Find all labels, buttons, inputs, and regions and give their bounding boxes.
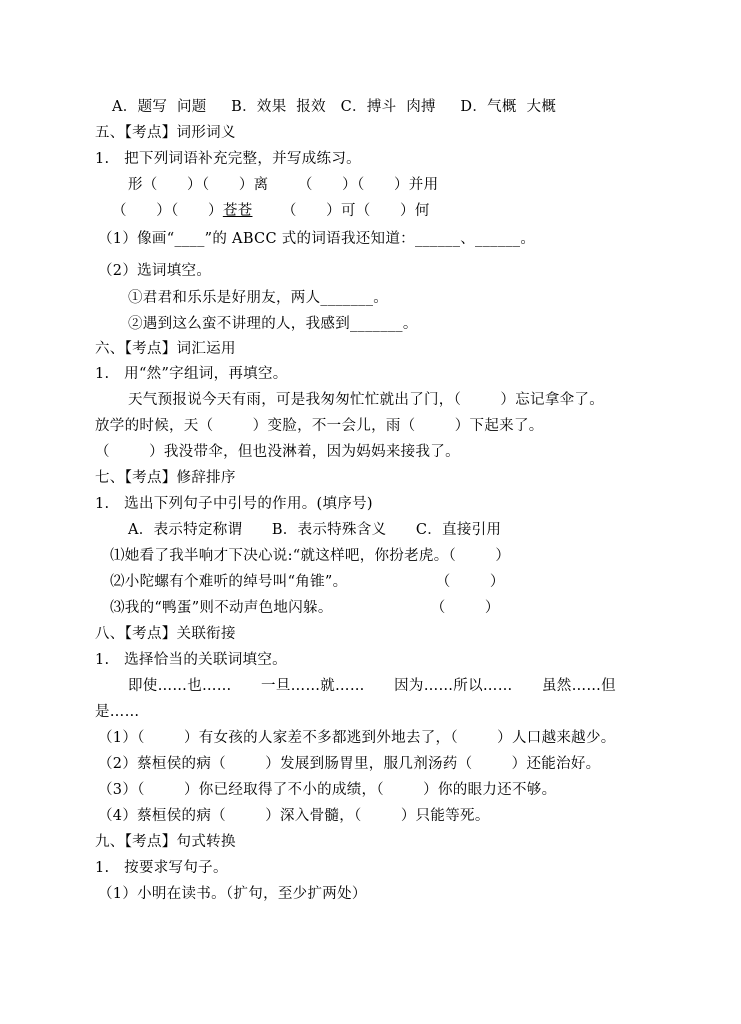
- question-text: 1. 选出下列句子中引号的作用。(填序号): [95, 496, 373, 512]
- conjunction-options-wrap: 是……: [95, 704, 140, 720]
- section-heading-7: 七、【考点】修辞排序: [95, 470, 236, 486]
- section-heading-5: 五、【考点】词形词义: [95, 125, 236, 141]
- word-fill-row-2: [112, 201, 430, 221]
- question-text: 1. 选择恰当的关联词填空。: [95, 652, 287, 668]
- quote-options: A．表示特定称谓 B．表示特殊含义 C．直接引用: [128, 522, 502, 538]
- paragraph-line: 放学的时候，天（ ）变脸，不一会儿，雨（ ）下起来了。: [95, 418, 544, 434]
- question-text: 1. 按要求写句子。: [95, 860, 228, 876]
- conjunction-options: 即使……也…… 一旦……就…… 因为……所以…… 虽然……但: [128, 678, 616, 694]
- sentence-task-1: （1）小明在读书。（扩句，至少扩两处）: [98, 886, 367, 902]
- conjunction-sentence-1: （1）（ ）有女孩的人家差不多都逃到外地去了，（ ）人口越来越少。: [98, 730, 616, 746]
- options-line: A．题写 问题 B．效果 报效 C．搏斗 肉搏 D．气概 大概: [112, 99, 557, 115]
- question-text: 1. 用“然”字组词，再填空。: [95, 366, 288, 382]
- sub-question-2: （2）选词填空。: [98, 263, 212, 279]
- conjunction-sentence-4: （4）蔡桓侯的病（ ）深入骨髓，（ ）只能等死。: [98, 808, 490, 824]
- word-fill-row-1: 形（ ）（ ）离 （ ）（ ）并用: [128, 177, 439, 193]
- paragraph-line: （ ）我没带伞，但也没淋着，因为妈妈来接我了。: [95, 444, 460, 460]
- underlined-word: 苍苍: [222, 203, 253, 219]
- quote-sentence-1: ⑴她看了我半响才下决心说:“就这样吧，你扮老虎。（ ）: [110, 548, 511, 564]
- quote-sentence-3: ⑶我的“鸭蛋”则不动声色地闪躲。 （ ）: [110, 600, 500, 616]
- paragraph-line: 天气预报说今天有雨，可是我匆匆忙忙就出了门，（ ）忘记拿伞了。: [128, 392, 605, 408]
- section-heading-9: 九、【考点】句式转换: [95, 834, 236, 850]
- fill-sentence-2: ②遇到这么蛮不讲理的人，我感到_______。: [128, 316, 418, 332]
- section-heading-8: 八、【考点】关联衔接: [95, 626, 236, 642]
- word-fill-blanks: （ ）（ ）: [112, 203, 223, 219]
- conjunction-sentence-3: （3）（ ）你已经取得了不小的成绩，（ ）你的眼力还不够。: [98, 782, 557, 798]
- section-heading-6: 六、【考点】词汇运用: [95, 341, 236, 357]
- quote-sentence-2: ⑵小陀螺有个难听的绰号叫“角锥”。 （ ）: [110, 574, 505, 590]
- conjunction-sentence-2: （2）蔡桓侯的病（ ）发展到肠胃里，服几剂汤药（ ）还能治好。: [98, 756, 601, 772]
- fill-sentence-1: ①君君和乐乐是好朋友，两人_______。: [128, 290, 389, 306]
- word-fill-tail: （ ）可（ ）何: [252, 203, 430, 219]
- sub-question-1: （1）像画“____”的 ABCC 式的词语我还知道：______、______。: [98, 231, 536, 247]
- question-text: 1. 把下列词语补充完整，并写成练习。: [95, 151, 361, 167]
